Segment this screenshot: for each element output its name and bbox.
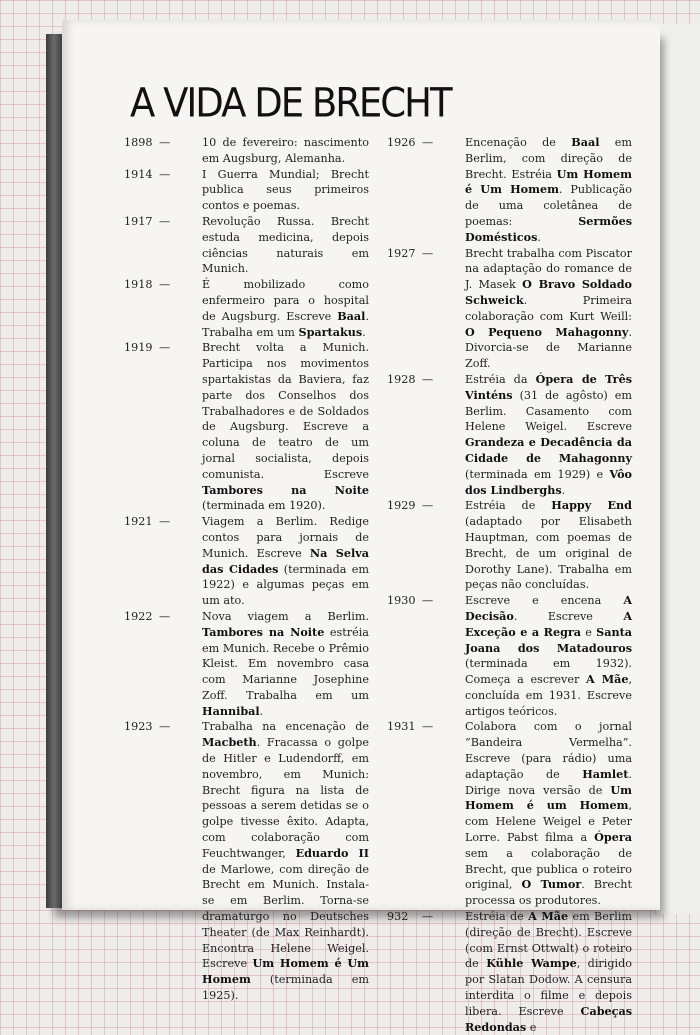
entry-dash: — — [159, 136, 171, 149]
timeline-entry — [124, 340, 369, 514]
entry-text: Nova viagem a Berlim. Tambores na Noite estréia em Munich. Recebe o Prêmio Kleist. Em novembro casa com Marianne Josephine Zoff. Trabalha em um Hannibal. — [202, 609, 369, 718]
work-title: Sermões Domésticos — [465, 213, 632, 244]
entry-dash: — — [159, 167, 171, 181]
entry-dash: — — [159, 214, 171, 228]
entry-year: 1928 — [387, 372, 416, 386]
work-title: A Decisão — [465, 593, 632, 623]
work-title: Eduardo II — [295, 845, 369, 860]
entry-year: 1919 — [124, 341, 153, 355]
entry-year: 1926 — [387, 136, 416, 149]
work-title: Tambores na Noite — [202, 482, 369, 497]
timeline-entry — [387, 593, 632, 719]
work-title: Happy End — [551, 498, 633, 513]
work-title: Baal — [337, 308, 366, 323]
entry-text: Estréia da Ópera de Três Vinténs (31 de agôsto) em Berlim. Casamento com Helene Weigel. Escreve Grandeza e Decadência da Cidade de Mahagonny (terminada em 1929) e Vôo dos Lindberghs. — [465, 371, 632, 497]
timeline-entry — [124, 719, 369, 1003]
work-title: Um Homem é Um Homem — [465, 166, 632, 197]
entry-year: 1930 — [387, 594, 416, 608]
entry-year: 1929 — [387, 499, 416, 513]
entry-text: Escreve e encena A Decisão. Escreve A Exceção e a Regra e Santa Joana dos Matadouros (terminada em 1932). Começa a escrever A Mãe, concluída em 1931. Escreve artigos teóricos. — [465, 593, 633, 718]
work-title: A Exceção e a Regra — [465, 608, 632, 639]
entry-year: 1927 — [387, 246, 416, 260]
work-title: Um Homem é Um Homem — [202, 956, 369, 987]
work-title: A Mãe — [586, 672, 629, 687]
entry-dash: — — [159, 341, 171, 355]
timeline-entry — [387, 909, 632, 1035]
work-title: O Pequeno Mahagonny — [465, 324, 629, 339]
entry-text: Viagem a Berlim. Redige contos para jornais de Munich. Escreve Na Selva das Cidades (terminada em 1922) e algumas peças em um ato. — [202, 515, 369, 608]
entry-year: 1923 — [124, 720, 153, 734]
timeline-entry — [124, 214, 369, 277]
work-title: Tambores na Noite — [202, 624, 325, 639]
entry-dash: — — [159, 515, 171, 529]
entry-text: Encenação de Baal em Berlim, com direção de Brecht. Estréia Um Homem é Um Homem. Publicação de uma coletânea de poemas: Sermões Domésticos. — [465, 135, 632, 244]
work-title: Um Homem é um Homem — [465, 782, 632, 813]
work-title: Santa Joana dos Matadouros — [465, 624, 632, 655]
work-title: Na Selva das Cidades — [202, 545, 369, 576]
entry-text: I Guerra Mundial; Brecht publica seus primeiros contos e poemas. — [202, 167, 369, 213]
entry-year: 1898 — [124, 136, 153, 149]
entry-dash: — — [422, 910, 434, 924]
work-title: Hamlet — [582, 766, 629, 781]
entry-year: 1921 — [124, 515, 153, 529]
entry-text: 10 de fevereiro: nascimento em Augsburg, Alemanha. — [202, 136, 369, 165]
entry-dash: — — [422, 372, 434, 386]
work-title: Vôo dos Lindberghs — [465, 466, 632, 497]
timeline-entry — [387, 372, 632, 498]
work-title: O Tumor — [521, 877, 582, 892]
entry-year: 1922 — [124, 609, 153, 623]
entry-year: 1914 — [124, 167, 153, 181]
entry-dash: — — [422, 136, 434, 149]
entry-text: É mobilizado como enfermeiro para o hospital de Augsburg. Escreve Baal. Trabalha em um Spartakus. — [202, 278, 369, 339]
timeline-entry — [387, 498, 632, 593]
work-title: Ópera — [594, 830, 632, 845]
timeline-entry — [124, 135, 369, 167]
entry-text: Revolução Russa. Brecht estuda medicina, depois ciências naturais em Munich. — [202, 214, 369, 276]
entry-text: Colabora com o jornal “Bandeira Vermelha”. Escreve (para rádio) uma adaptação de Hamlet. Dirige nova versão de Um Homem é um Homem, com Helene Weigel e Peter Lorre. Pabst filma a Ópera sem a colaboração de Brecht, que publica o roteiro original, O Tumor. Brecht processa os produtores. — [465, 720, 632, 908]
entry-year: 1918 — [124, 278, 153, 292]
work-title: Ópera de Três Vinténs — [465, 371, 632, 402]
timeline-entry — [387, 719, 632, 909]
entry-text: Brecht trabalha com Piscator na adaptação do romance de J. Masek O Bravo Soldado Schweick. Primeira colaboração com Kurt Weill: O Pequeno Mahagonny. Divorcia-se de Marianne Zoff. — [465, 246, 632, 371]
document-page — [62, 20, 660, 1034]
entry-year: 1917 — [124, 214, 153, 228]
timeline-entry — [387, 246, 632, 372]
timeline-entry — [387, 135, 632, 246]
timeline-left-column — [124, 135, 369, 1004]
page-title: A VIDA DE BRECHT — [130, 80, 451, 127]
work-title: O Bravo Soldado Schweick — [465, 277, 632, 307]
timeline-right-column — [387, 135, 632, 1035]
entry-dash: — — [422, 246, 434, 260]
entry-dash: — — [422, 594, 434, 608]
entry-dash: — — [422, 720, 434, 734]
timeline-entry — [124, 167, 369, 214]
entry-text: Estréia de A Mãe em Berlim (direção de Brecht). Escreve (com Ernst Ottwalt) o roteiro de Kühle Wampe, dirigido por Slatan Dodow. A censura interdita o filme e depois libera. Escreve Cabeças Redondas e — [465, 909, 633, 1034]
entry-dash: — — [422, 499, 434, 513]
work-title: Kühle Wampe — [486, 956, 577, 971]
entry-dash: — — [159, 720, 171, 734]
work-title: Baal — [571, 135, 600, 149]
work-title: Grandeza e Decadência da Cidade de Mahagonny — [465, 435, 632, 465]
timeline-entry — [124, 609, 369, 720]
work-title: Cabeças Redondas — [465, 1003, 632, 1034]
work-title: A Mãe — [528, 909, 569, 924]
work-title: Macbeth — [202, 735, 257, 750]
work-title: Hannibal — [202, 703, 260, 718]
entry-dash: — — [159, 278, 171, 292]
entry-text: Estréia de Happy End (adaptado por Elisabeth Hauptman, com poemas de Brecht, de um original de Dorothy Lane). Trabalha em peças não concluídas. — [465, 498, 633, 592]
entry-year: 1931 — [387, 720, 416, 734]
entry-dash: — — [159, 609, 171, 623]
entry-text: Brecht volta a Munich. Participa nos movimentos spartakistas da Baviera, faz parte dos Conselhos dos Trabalhadores e de Soldados de Augsburg. Escreve a coluna de teatro de um jornal socialista, depois comunista. Escreve Tambores na Noite (terminada em 1920). — [202, 341, 369, 513]
entry-year: 932 — [387, 910, 409, 924]
work-title: Spartakus — [298, 324, 363, 339]
timeline-entry — [124, 277, 369, 340]
entry-text: Trabalha na encenação de Macbeth. Fracassa o golpe de Hitler e Ludendorff, em novembro, em Munich: Brecht figura na lista de pessoas a serem detidas se o golpe tivesse êxito. Adapta, com colaboração com Feuchtwanger, Eduardo II de Marlowe, com direção de Brecht em Munich. Instala-se em Berlim. Torna-se dramaturgo no Deutsches Theater (de Max Reinhardt). Encontra Helene Weigel. Escreve Um Homem é Um Homem (terminada em 1925). — [202, 720, 369, 1003]
timeline-entry — [124, 514, 369, 609]
